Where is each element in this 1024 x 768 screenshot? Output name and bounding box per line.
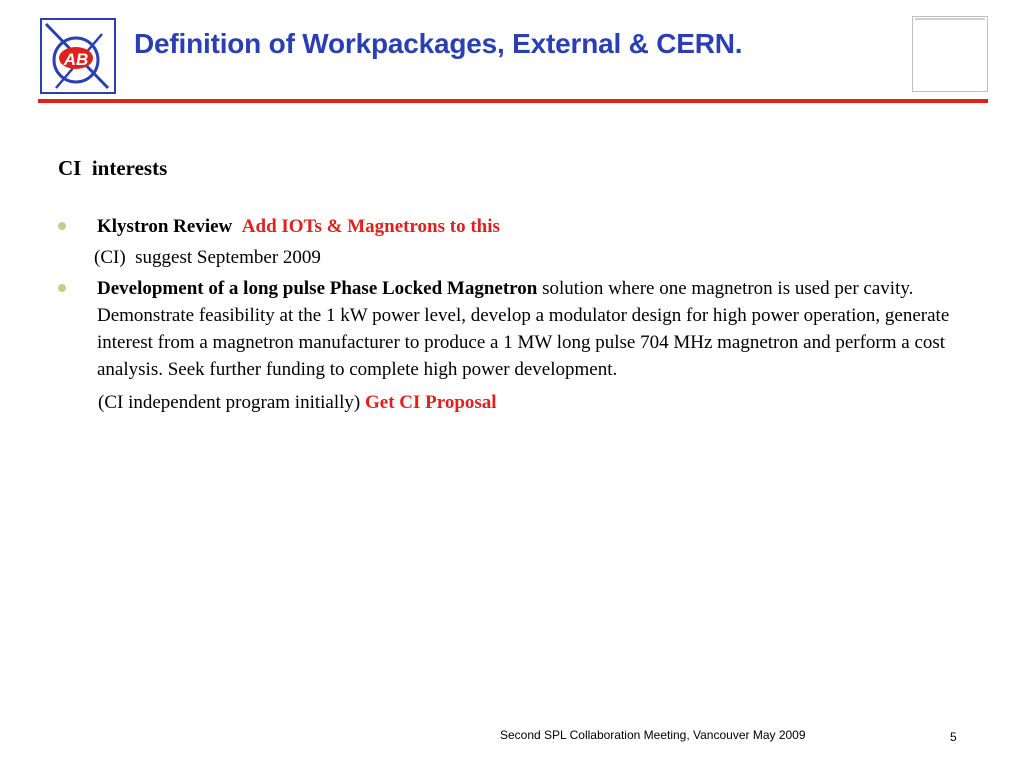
bullet-highlight-text: Add IOTs & Magnetrons to this — [241, 216, 500, 237]
header-divider — [38, 99, 988, 103]
bullet-bold-text: Klystron Review — [97, 216, 233, 237]
bullet-dot-icon — [58, 222, 66, 230]
bullet-subline-text: (CI independent program initially) — [98, 392, 365, 413]
bullet-body-text: solution where one magnetron is used per cavity. Demonstrate feasibility at the 1 kW power level, develop a modulator design for high power operation, generate interest from a magnetron manufacturer to produce a 1 MW long pulse 704 MHz magnetron and perform a cost analysis. Seek further funding to complete high power development. — [97, 278, 950, 380]
bullet-subline: (CI) suggest September 2009 — [94, 247, 321, 268]
ab-logo — [40, 18, 116, 94]
slide-body — [58, 156, 968, 416]
ab-logo-icon — [42, 20, 114, 92]
bullet-dot-icon — [58, 284, 66, 292]
bullet-klystron-review — [58, 213, 968, 240]
image-placeholder-caption — [915, 18, 985, 20]
page-number: 5 — [950, 730, 957, 744]
bullet-magnetron-development — [58, 275, 968, 383]
bullet-subline — [58, 389, 968, 416]
ab-logo-text: AB — [63, 50, 89, 69]
slide-title: Definition of Workpackages, External & CERN. — [134, 28, 743, 59]
footer-text: Second SPL Collaboration Meeting, Vancouver May 2009 — [500, 728, 806, 742]
section-heading: CI interests — [58, 156, 168, 180]
bullet-subline-highlight: Get CI Proposal — [364, 392, 497, 413]
bullet-bold-text: Development of a long pulse Phase Locked Magnetron — [97, 278, 538, 299]
image-placeholder — [912, 16, 988, 92]
